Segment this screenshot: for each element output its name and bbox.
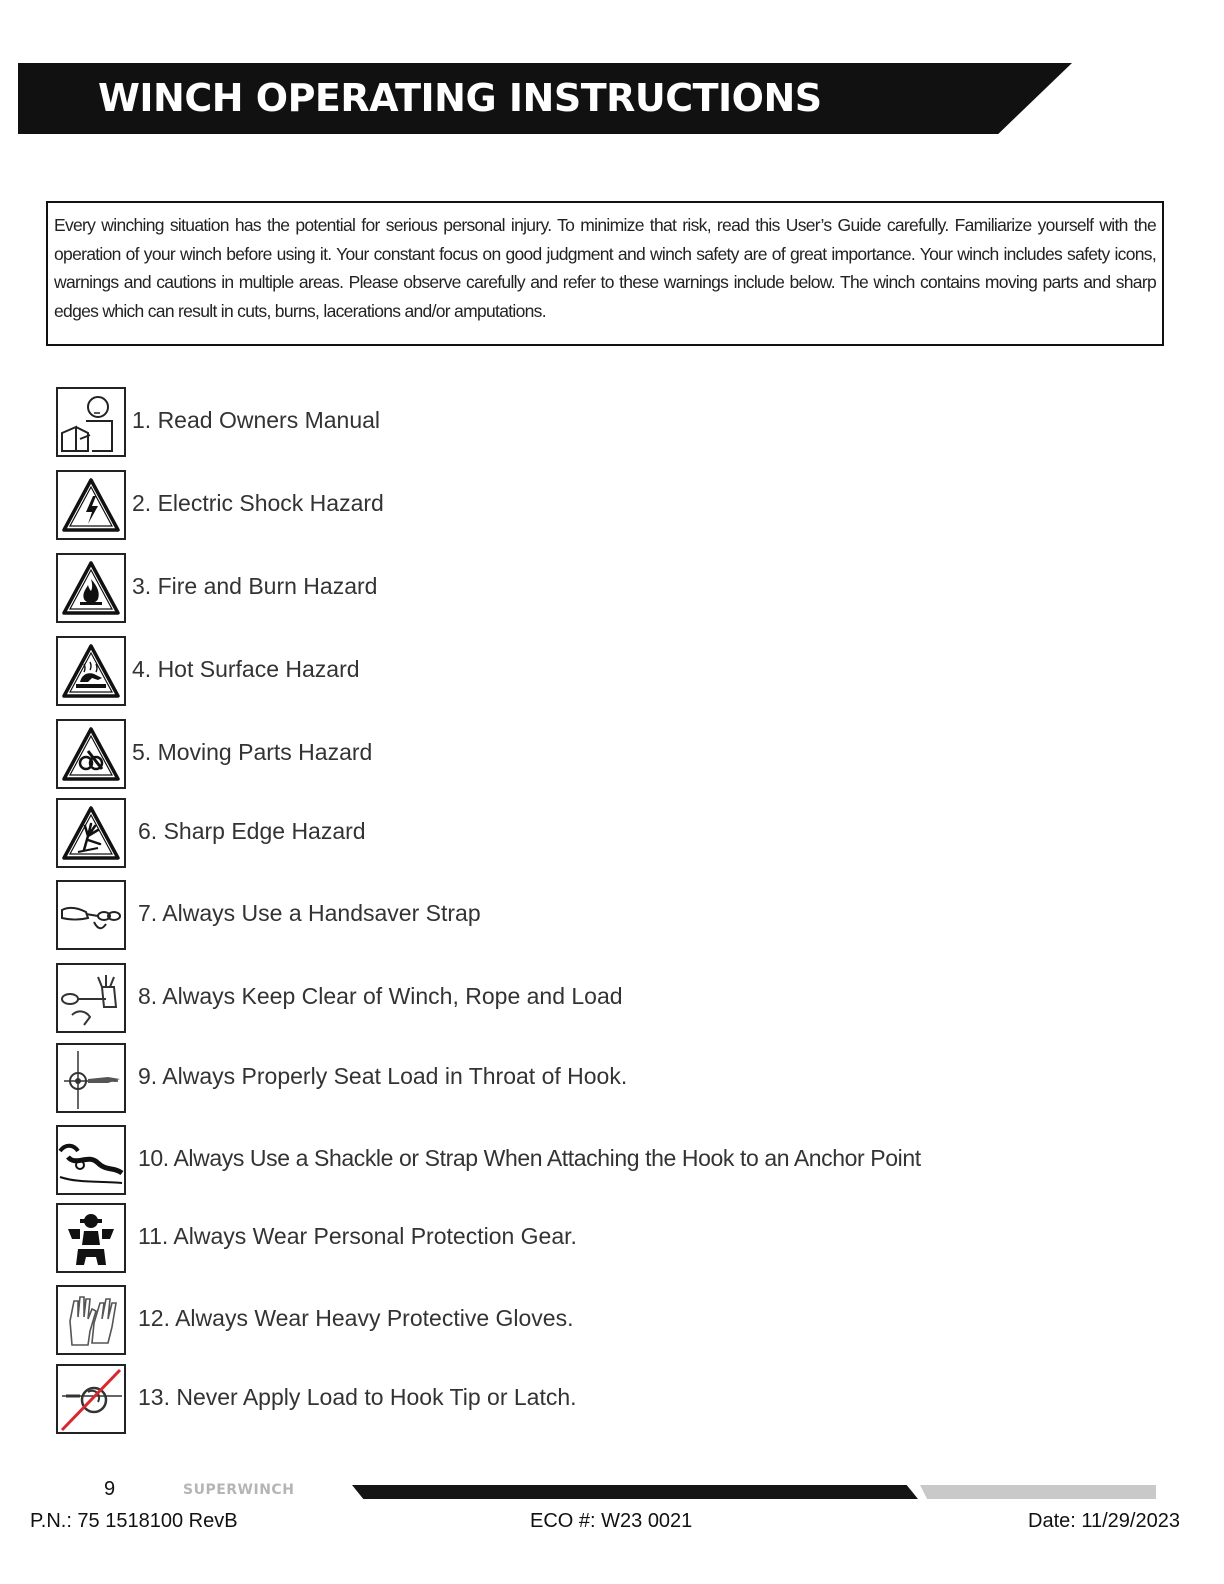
no-hook-tip-load-icon [56, 1364, 126, 1434]
footer-bar-dark [352, 1485, 918, 1499]
hazard-item [56, 719, 1056, 789]
gloves-icon [56, 1285, 126, 1355]
eco-number: ECO #: W23 0021 [530, 1510, 693, 1532]
hazard-item [56, 1285, 1056, 1355]
hazard-label: 3. Fire and Burn Hazard [132, 573, 378, 599]
hazard-item [56, 963, 1056, 1033]
electric-shock-icon [56, 470, 126, 540]
intro-text: Every winching situation has the potential for serious personal injury. To minimize that risk, read this User’s Guide carefully. Familiarize yourself with the operation of your winch before using it. Your constant focus on good judgment and winch safety are of great importance. Your winch includes safety icons, warnings and cautions in multiple areas. Please observe carefully and refer to these warnings include below. The winch contains moving parts and sharp edges which can result in cuts, burns, lacerations and/or amputations. [54, 215, 1156, 321]
hazard-label: 11. Always Wear Personal Protection Gear. [138, 1223, 577, 1249]
read-manual-icon [56, 387, 126, 457]
hazard-item [56, 1125, 1056, 1195]
hazard-item [56, 798, 1056, 868]
moving-parts-icon [56, 719, 126, 789]
hazard-label: 13. Never Apply Load to Hook Tip or Latch. [138, 1384, 577, 1410]
hook-throat-icon [56, 1043, 126, 1113]
hazard-label: 7. Always Use a Handsaver Strap [138, 900, 481, 926]
hazard-label: 8. Always Keep Clear of Winch, Rope and Load [138, 983, 623, 1009]
sharp-edge-icon [56, 798, 126, 868]
shackle-strap-icon [56, 1125, 126, 1195]
footer-bar-light [920, 1485, 1156, 1499]
hazard-label: 12. Always Wear Heavy Protective Gloves. [138, 1305, 574, 1331]
hazard-item [56, 1364, 1056, 1434]
revision-date: Date: 11/29/2023 [1028, 1510, 1180, 1532]
hazard-item [56, 1043, 1056, 1113]
hazard-label: 5. Moving Parts Hazard [132, 739, 373, 765]
hazard-item [56, 553, 1056, 623]
hazard-item [56, 1203, 1056, 1273]
hazard-label: 1. Read Owners Manual [132, 407, 381, 433]
hazard-label: 2. Electric Shock Hazard [132, 490, 384, 516]
hazard-item [56, 387, 1056, 457]
keep-clear-icon [56, 963, 126, 1033]
handsaver-strap-icon [56, 880, 126, 950]
page-number: 9 [104, 1478, 116, 1500]
hazard-item [56, 470, 1056, 540]
page-title: WINCH OPERATING INSTRUCTIONS [98, 76, 822, 120]
hazard-label: 4. Hot Surface Hazard [132, 656, 360, 682]
intro-box [46, 201, 1164, 346]
hazard-label: 10. Always Use a Shackle or Strap When Attaching the Hook to an Anchor Point [138, 1145, 921, 1171]
brand-logo: SUPERWINCH [183, 1482, 295, 1498]
part-number: P.N.: 75 1518100 RevB [30, 1510, 238, 1532]
hazard-item [56, 636, 1056, 706]
hot-surface-icon [56, 636, 126, 706]
hazard-label: 6. Sharp Edge Hazard [138, 818, 366, 844]
hazard-item [56, 880, 1056, 950]
hazard-label: 9. Always Properly Seat Load in Throat of Hook. [138, 1063, 628, 1089]
protection-gear-icon [56, 1203, 126, 1273]
fire-hazard-icon [56, 553, 126, 623]
